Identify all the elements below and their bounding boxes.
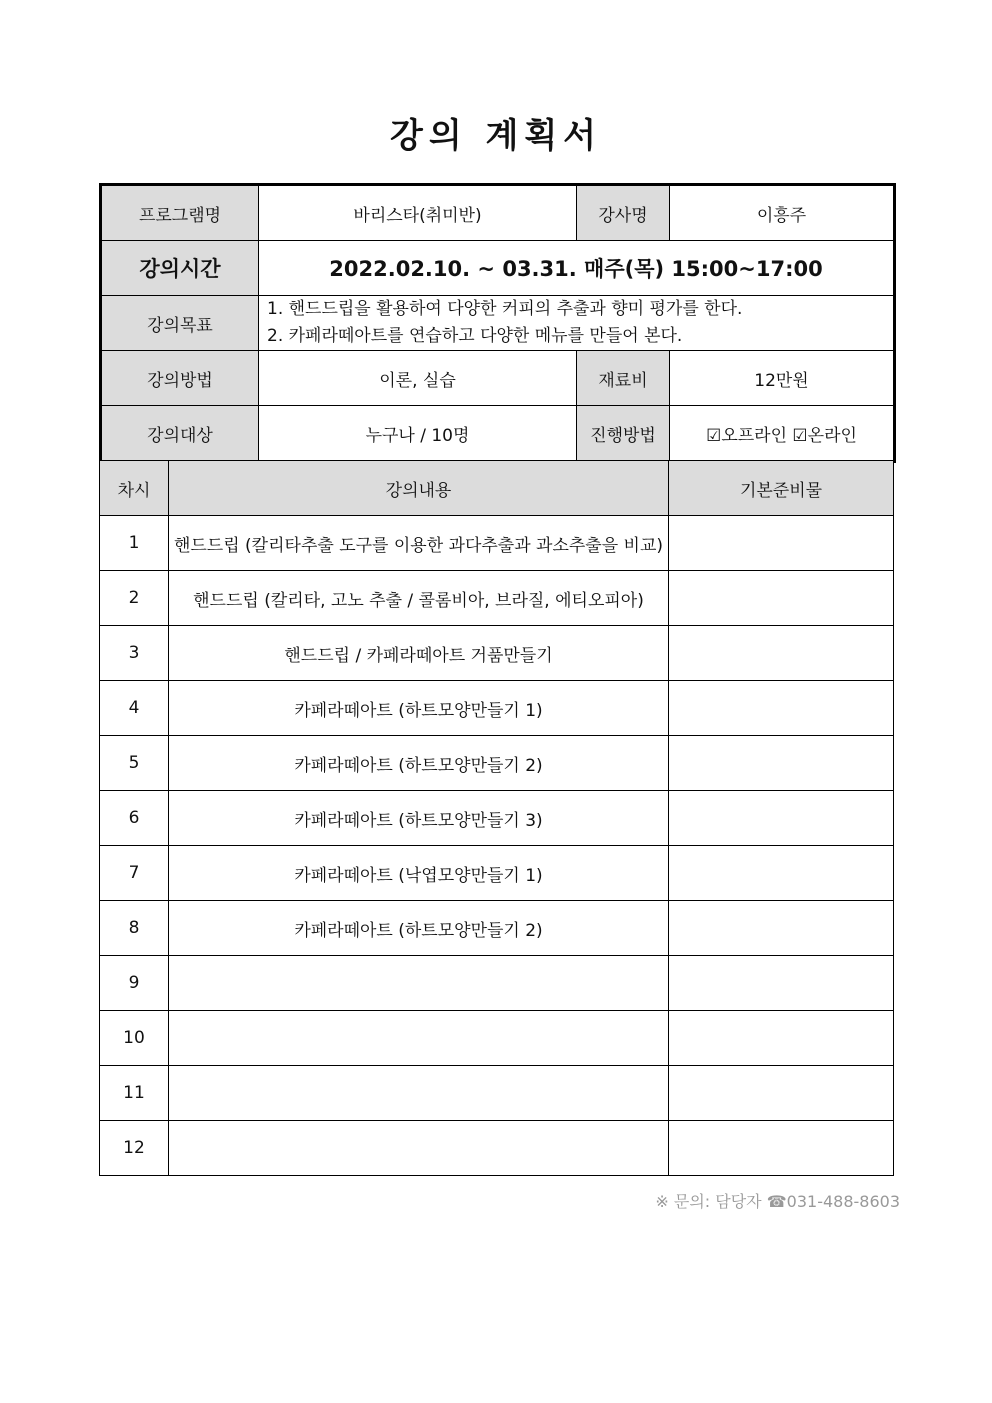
goal-row xyxy=(101,296,895,351)
program-value: 바리스타(취미반) xyxy=(259,185,577,241)
fee-label: 재료비 xyxy=(577,351,670,406)
table-row xyxy=(100,791,894,846)
program-row xyxy=(101,185,895,241)
session-content xyxy=(169,956,669,1011)
time-row xyxy=(101,241,895,296)
session-number: 3 xyxy=(100,626,169,681)
method-value: 이론, 실습 xyxy=(259,351,577,406)
table-row xyxy=(100,516,894,571)
table-row xyxy=(100,956,894,1011)
table-row xyxy=(100,1066,894,1121)
session-materials xyxy=(669,846,894,901)
session-content: 카페라떼아트 (하트모양만들기 2) xyxy=(169,901,669,956)
session-header: 차시 xyxy=(100,461,169,516)
session-materials xyxy=(669,1066,894,1121)
document-title: 강의 계획서 xyxy=(389,116,603,156)
session-materials xyxy=(669,736,894,791)
session-materials xyxy=(669,1011,894,1066)
session-materials xyxy=(669,791,894,846)
session-materials xyxy=(669,681,894,736)
session-number: 4 xyxy=(100,681,169,736)
session-materials xyxy=(669,571,894,626)
table-row xyxy=(100,901,894,956)
goal-line-2: 2. 카페라떼아트를 연습하고 다양한 메뉴를 만들어 본다. xyxy=(267,326,683,346)
session-number: 7 xyxy=(100,846,169,901)
session-content: 카페라떼아트 (하트모양만들기 1) xyxy=(169,681,669,736)
method-row xyxy=(101,351,895,406)
session-content: 핸드드립 (칼리타, 고노 추출 / 콜롬비아, 브라질, 에티오피아) xyxy=(169,571,669,626)
table-row xyxy=(100,681,894,736)
session-materials xyxy=(669,956,894,1011)
time-value: 2022.02.10. ~ 03.31. 매주(목) 15:00~17:00 xyxy=(259,241,895,296)
method-label: 강의방법 xyxy=(101,351,259,406)
time-label: 강의시간 xyxy=(101,241,259,296)
fee-value: 12만원 xyxy=(670,351,895,406)
contact-note: ※ 문의: 담당자 ☎031-488-8603 xyxy=(655,1192,900,1211)
session-content: 카페라떼아트 (하트모양만들기 2) xyxy=(169,736,669,791)
target-label: 강의대상 xyxy=(101,406,259,462)
table-row xyxy=(100,1011,894,1066)
target-value: 누구나 / 10명 xyxy=(259,406,577,462)
table-row xyxy=(100,571,894,626)
session-number: 1 xyxy=(100,516,169,571)
course-info-table xyxy=(99,183,896,463)
session-content xyxy=(169,1066,669,1121)
table-row xyxy=(100,736,894,791)
session-number: 10 xyxy=(100,1011,169,1066)
session-number: 6 xyxy=(100,791,169,846)
session-number: 11 xyxy=(100,1066,169,1121)
session-materials xyxy=(669,516,894,571)
session-number: 12 xyxy=(100,1121,169,1176)
materials-header: 기본준비물 xyxy=(669,461,894,516)
session-materials xyxy=(669,1121,894,1176)
session-content: 카페라떼아트 (하트모양만들기 3) xyxy=(169,791,669,846)
session-content xyxy=(169,1011,669,1066)
schedule-table xyxy=(99,460,894,1176)
session-materials xyxy=(669,626,894,681)
mode-label: 진행방법 xyxy=(577,406,670,462)
session-number: 8 xyxy=(100,901,169,956)
session-content xyxy=(169,1121,669,1176)
table-row xyxy=(100,846,894,901)
instructor-label: 강사명 xyxy=(577,185,670,241)
session-content: 핸드드립 (칼리타추출 도구를 이용한 과다추출과 과소추출을 비교) xyxy=(169,516,669,571)
instructor-value: 이흥주 xyxy=(670,185,895,241)
goal-label: 강의목표 xyxy=(101,296,259,351)
content-header: 강의내용 xyxy=(169,461,669,516)
session-materials xyxy=(669,901,894,956)
session-number: 2 xyxy=(100,571,169,626)
goal-value xyxy=(259,296,895,351)
goal-line-1: 1. 핸드드립을 활용하여 다양한 커피의 추출과 향미 평가를 한다. xyxy=(267,299,743,319)
mode-value: ☑오프라인 ☑온라인 xyxy=(670,406,895,462)
schedule-header-row xyxy=(100,461,894,516)
session-number: 5 xyxy=(100,736,169,791)
session-content: 핸드드립 / 카페라떼아트 거품만들기 xyxy=(169,626,669,681)
session-number: 9 xyxy=(100,956,169,1011)
target-row xyxy=(101,406,895,462)
table-row xyxy=(100,626,894,681)
table-row xyxy=(100,1121,894,1176)
session-content: 카페라떼아트 (낙엽모양만들기 1) xyxy=(169,846,669,901)
program-label: 프로그램명 xyxy=(101,185,259,241)
